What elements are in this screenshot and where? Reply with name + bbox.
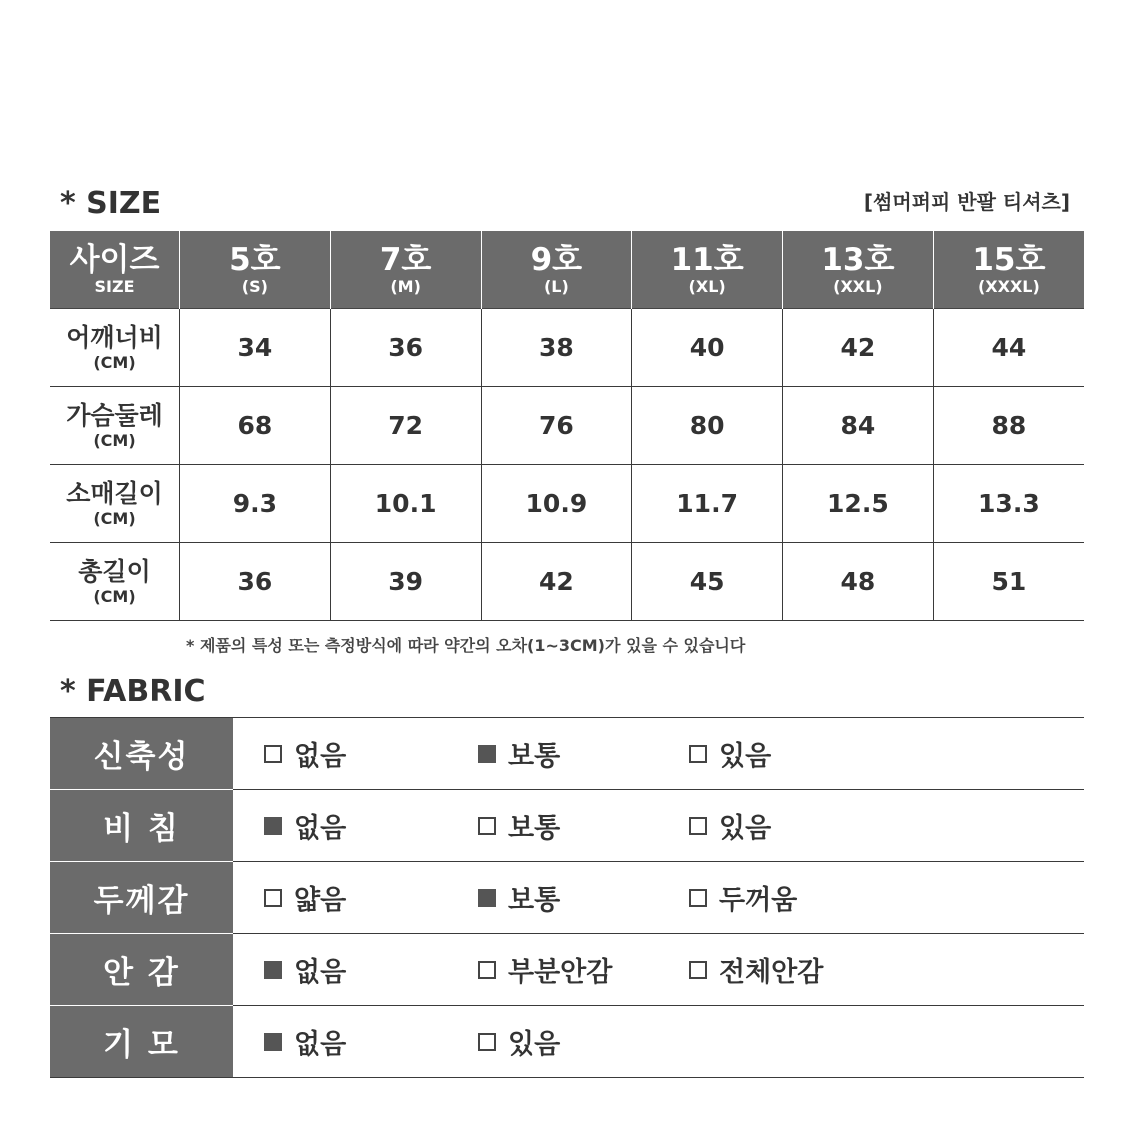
size-section-heading: * SIZE xyxy=(60,186,162,221)
fabric-option xyxy=(689,790,771,861)
option-label: 없음 xyxy=(294,957,347,988)
checkbox-icon xyxy=(264,745,282,763)
size-header-cell xyxy=(330,231,481,309)
fabric-row-stretch xyxy=(50,718,1084,790)
checkbox-icon xyxy=(689,961,707,979)
size-name: 9호 xyxy=(530,241,583,278)
size-code: (XXXL) xyxy=(977,276,1040,296)
measurement-cell: 12.5 xyxy=(783,465,934,543)
option-label: 보통 xyxy=(508,885,561,916)
size-header-cell xyxy=(481,231,632,309)
table-row xyxy=(50,465,1084,543)
fabric-table xyxy=(50,717,1084,1078)
measurement-cell: 72 xyxy=(330,387,481,465)
fabric-option xyxy=(264,790,346,861)
checkbox-icon xyxy=(478,817,496,835)
fabric-label: 비 침 xyxy=(50,790,233,862)
fabric-option xyxy=(478,790,560,861)
fabric-label: 안 감 xyxy=(50,934,233,1006)
fabric-option xyxy=(264,862,346,933)
size-header-cell xyxy=(632,231,783,309)
option-label: 없음 xyxy=(294,741,347,772)
option-label: 있음 xyxy=(719,741,772,772)
fabric-option xyxy=(478,718,560,789)
size-header-label: 사이즈 xyxy=(69,241,160,278)
measurement-cell: 42 xyxy=(783,309,934,387)
size-header-label-cell xyxy=(50,231,180,309)
fabric-row-brushed xyxy=(50,1006,1084,1078)
row-unit: (CM) xyxy=(93,430,136,450)
table-row xyxy=(50,543,1084,621)
checkbox-icon xyxy=(689,817,707,835)
measurement-cell: 45 xyxy=(632,543,783,621)
checkbox-icon xyxy=(478,961,496,979)
table-row xyxy=(50,309,1084,387)
row-label-cell xyxy=(50,387,180,465)
measurement-cell: 84 xyxy=(783,387,934,465)
row-label-cell xyxy=(50,543,180,621)
measurement-cell: 36 xyxy=(330,309,481,387)
measurement-cell: 88 xyxy=(933,387,1084,465)
fabric-options xyxy=(233,862,1084,933)
row-label-cell xyxy=(50,309,180,387)
fabric-option xyxy=(264,1006,346,1077)
fabric-option xyxy=(478,862,560,933)
table-row xyxy=(50,387,1084,465)
size-header-label-sub: SIZE xyxy=(94,276,135,296)
size-header-cell xyxy=(933,231,1084,309)
size-code: (S) xyxy=(241,276,268,296)
fabric-row-thickness xyxy=(50,862,1084,934)
fabric-section-heading: * FABRIC xyxy=(60,674,206,709)
fabric-option xyxy=(478,934,612,1005)
size-header-cell xyxy=(783,231,934,309)
fabric-row-sheerness xyxy=(50,790,1084,862)
fabric-option xyxy=(689,718,771,789)
size-code: (XL) xyxy=(688,276,726,296)
checkbox-icon xyxy=(689,889,707,907)
measurement-cell: 48 xyxy=(783,543,934,621)
size-name: 5호 xyxy=(229,241,281,278)
option-label: 부분안감 xyxy=(508,957,613,988)
measurement-cell: 42 xyxy=(481,543,632,621)
size-table-header-row xyxy=(50,231,1084,309)
row-label: 어깨너비 xyxy=(66,322,163,352)
checked-box-icon xyxy=(264,1033,282,1051)
row-unit: (CM) xyxy=(93,352,136,372)
measurement-cell: 51 xyxy=(933,543,1084,621)
size-name: 7호 xyxy=(379,241,432,278)
fabric-option xyxy=(478,1006,560,1077)
measurement-cell: 38 xyxy=(481,309,632,387)
measurement-cell: 39 xyxy=(330,543,481,621)
size-name: 13호 xyxy=(821,241,895,278)
option-label: 전체안감 xyxy=(719,957,824,988)
fabric-options xyxy=(233,934,1084,1005)
size-header-cell xyxy=(180,231,331,309)
checked-box-icon xyxy=(478,889,496,907)
measurement-cell: 9.3 xyxy=(180,465,331,543)
measurement-cell: 10.9 xyxy=(481,465,632,543)
row-label: 총길이 xyxy=(78,556,151,586)
row-label: 소매길이 xyxy=(66,478,163,508)
size-code: (XXL) xyxy=(833,276,883,296)
measurement-cell: 44 xyxy=(933,309,1084,387)
checkbox-icon xyxy=(478,1033,496,1051)
fabric-row-lining xyxy=(50,934,1084,1006)
fabric-options xyxy=(233,718,1084,789)
fabric-option xyxy=(264,934,346,1005)
size-code: (L) xyxy=(543,276,569,296)
option-label: 있음 xyxy=(719,813,772,844)
measurement-note: * 제품의 특성 또는 측정방식에 따라 약간의 오차(1~3CM)가 있을 수 있습니다 xyxy=(186,636,746,655)
measurement-cell: 68 xyxy=(180,387,331,465)
option-label: 얇음 xyxy=(294,885,347,916)
size-name: 11호 xyxy=(670,241,744,278)
measurement-cell: 76 xyxy=(481,387,632,465)
fabric-options xyxy=(233,790,1084,861)
fabric-label: 기 모 xyxy=(50,1006,233,1077)
measurement-cell: 40 xyxy=(632,309,783,387)
fabric-option xyxy=(689,862,797,933)
checked-box-icon xyxy=(264,817,282,835)
option-label: 있음 xyxy=(508,1029,561,1060)
fabric-label: 신축성 xyxy=(50,718,233,790)
measurement-cell: 13.3 xyxy=(933,465,1084,543)
checked-box-icon xyxy=(478,745,496,763)
row-label: 가슴둘레 xyxy=(66,400,163,430)
product-name: [썸머퍼피 반팔 티셔츠] xyxy=(863,190,1070,214)
fabric-label: 두께감 xyxy=(50,862,233,934)
row-unit: (CM) xyxy=(93,508,136,528)
option-label: 없음 xyxy=(294,813,347,844)
fabric-options xyxy=(233,1006,1084,1077)
option-label: 두꺼움 xyxy=(719,885,798,916)
size-name: 15호 xyxy=(972,241,1046,278)
size-code: (M) xyxy=(390,276,421,296)
measurement-cell: 34 xyxy=(180,309,331,387)
fabric-option xyxy=(264,718,346,789)
size-table xyxy=(50,231,1084,621)
option-label: 보통 xyxy=(508,813,561,844)
row-label-cell xyxy=(50,465,180,543)
option-label: 보통 xyxy=(508,741,561,772)
checkbox-icon xyxy=(689,745,707,763)
measurement-cell: 36 xyxy=(180,543,331,621)
measurement-cell: 11.7 xyxy=(632,465,783,543)
measurement-cell: 10.1 xyxy=(330,465,481,543)
option-label: 없음 xyxy=(294,1029,347,1060)
checked-box-icon xyxy=(264,961,282,979)
checkbox-icon xyxy=(264,889,282,907)
measurement-cell: 80 xyxy=(632,387,783,465)
fabric-option xyxy=(689,934,823,1005)
row-unit: (CM) xyxy=(93,586,136,606)
